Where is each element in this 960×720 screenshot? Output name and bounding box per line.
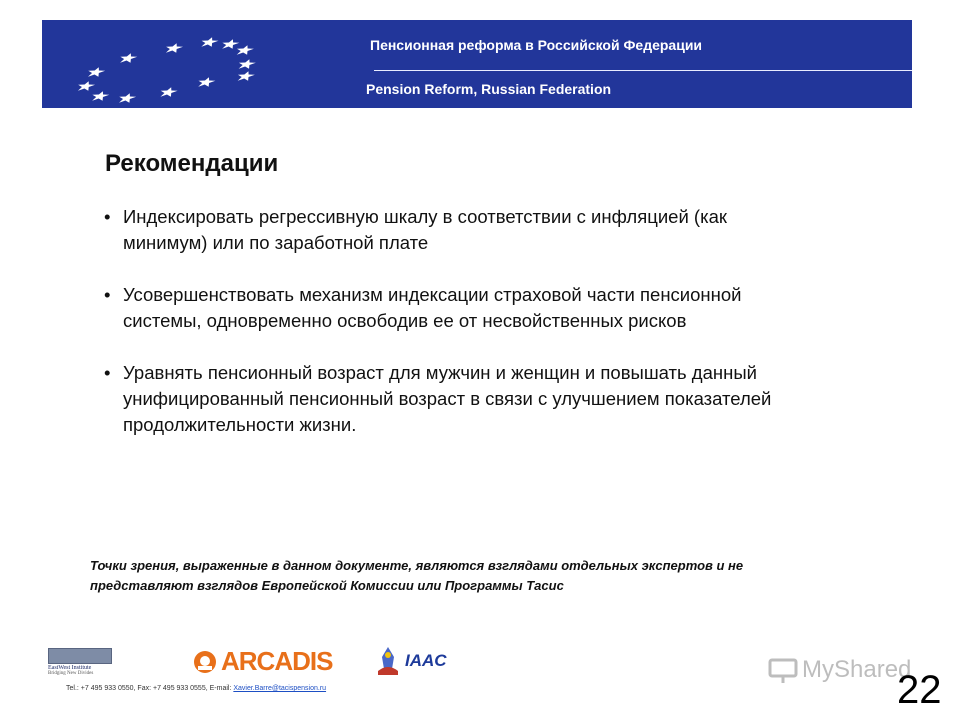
arcadis-wordmark: ARCADIS — [221, 646, 333, 676]
eu-stars-icon — [42, 20, 342, 108]
iaac-wordmark: IAAC — [405, 651, 447, 670]
page-number: 22 — [897, 668, 942, 712]
presentation-icon — [768, 656, 798, 684]
eastwest-tagline: Bridging New Divides — [48, 671, 94, 676]
disclaimer-line: Точки зрения, выраженные в данном документе, являются взглядами отдельных экспертов и не — [90, 558, 744, 573]
watermark-text: MyShared — [802, 656, 912, 683]
arcadis-emblem-icon — [192, 649, 218, 675]
list-item — [104, 360, 864, 438]
list-item-line: Уравнять пенсионный возраст для мужчин и женщин и повышать данный — [123, 362, 757, 383]
list-item-line: Усовершенствовать механизм индексации страховой части пенсионной — [123, 284, 742, 305]
list-item-line: продолжительности жизни. — [123, 414, 357, 435]
banner-divider — [374, 70, 912, 71]
list-item — [104, 282, 864, 334]
bullet-marker: • — [104, 284, 111, 305]
eastwest-institute-logo — [48, 648, 112, 678]
eastwest-emblem-icon — [48, 648, 112, 664]
iaac-emblem-icon — [374, 645, 402, 677]
arcadis-logo — [192, 646, 332, 677]
contact-line — [66, 685, 326, 692]
banner-title-ru: Пенсионная реформа в Российской Федерации — [370, 37, 703, 53]
contact-phone-fax: Tel.: +7 495 933 0550, Fax: +7 495 933 0555, E-mail: — [66, 685, 234, 692]
banner-title-en: Pension Reform, Russian Federation — [366, 81, 612, 97]
list-item-line: минимум) или по заработной плате — [123, 232, 429, 253]
bullet-marker: • — [104, 206, 111, 227]
list-item-line: системы, одновременно освободив ее от несвойственных рисков — [123, 310, 687, 331]
list-item-line: унифицированный пенсионный возраст в связи с улучшением показателей — [123, 388, 772, 409]
eastwest-name: EastWest Institute — [48, 665, 92, 671]
page-title: Рекомендации — [105, 150, 279, 177]
watermark — [768, 656, 911, 684]
disclaimer-line: представляют взглядов Европейской Комиссии или Программы Тасис — [90, 578, 564, 593]
recommendations-list — [104, 204, 864, 464]
header-banner — [42, 20, 912, 108]
list-item-line: Индексировать регрессивную шкалу в соответствии с инфляцией (как — [123, 206, 727, 227]
contact-email-link[interactable]: Xavier.Barre@tacispension.ru — [233, 685, 327, 692]
bullet-marker: • — [104, 362, 111, 383]
disclaimer — [90, 556, 910, 596]
iaac-logo — [374, 645, 447, 677]
list-item — [104, 204, 864, 256]
